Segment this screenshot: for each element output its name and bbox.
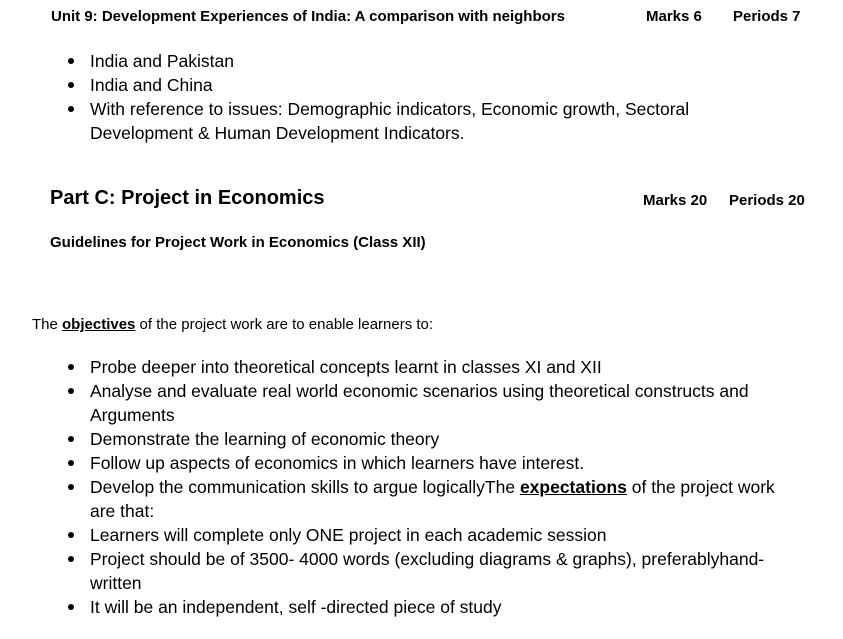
list-item-text: Project should be of 3500- 4000 words (excluding diagrams & graphs), preferablyhand- — [90, 549, 765, 569]
list-item-text: Probe deeper into theoretical concepts learnt in classes XI and XII — [90, 357, 602, 377]
intro-suffix: of the project work are to enable learners to: — [135, 316, 434, 333]
list-item-text: Demonstrate the learning of economic theory — [90, 429, 440, 449]
list-item-text-continued: written — [90, 573, 142, 593]
list-item — [68, 355, 828, 379]
list-item-text: India and China — [90, 75, 213, 95]
list-item — [68, 475, 828, 523]
expectations-keyword: expectations — [519, 477, 627, 497]
unit-9-marks: Marks 6 — [646, 8, 702, 25]
list-item — [68, 523, 828, 547]
list-item — [68, 73, 748, 97]
list-item-text-part: Develop the communication skills to argue logicallyThe — [90, 477, 520, 497]
objectives-keyword: objectives — [62, 316, 136, 333]
part-c-title: Part C: Project in Economics — [50, 187, 325, 209]
list-item-text: India and Pakistan — [90, 51, 234, 71]
list-item-text-continued: Arguments — [90, 405, 175, 425]
list-item — [68, 451, 828, 475]
list-item — [68, 97, 748, 145]
list-item-text: With reference to issues: Demographic indicators, Economic growth, Sectoral — [90, 99, 690, 119]
list-item-text — [90, 475, 828, 499]
list-item-text-continued: are that: — [90, 501, 155, 521]
intro-prefix: The — [32, 316, 63, 333]
list-item — [68, 595, 828, 619]
list-item-text-part: of the project work — [626, 477, 775, 497]
objectives-list — [68, 355, 828, 619]
part-c-periods: Periods 20 — [729, 192, 805, 209]
unit-9-title: Unit 9: Development Experiences of India: A comparison with neighbors — [51, 8, 565, 25]
list-item — [68, 379, 828, 427]
list-item-text: Analyse and evaluate real world economic scenarios using theoretical constructs and — [90, 381, 749, 401]
list-item — [68, 427, 828, 451]
list-item-text-continued: Development & Human Development Indicators. — [90, 123, 465, 143]
list-item — [68, 547, 828, 595]
list-item-text: Learners will complete only ONE project in each academic session — [90, 525, 607, 545]
unit-9-periods: Periods 7 — [733, 8, 801, 25]
unit-9-topic-list — [68, 49, 748, 145]
guidelines-heading: Guidelines for Project Work in Economics (Class XII) — [50, 234, 426, 251]
part-c-marks: Marks 20 — [643, 192, 708, 209]
list-item-text: It will be an independent, self -directed piece of study — [90, 597, 502, 617]
list-item — [68, 49, 748, 73]
list-item-text: Follow up aspects of economics in which learners have interest. — [90, 453, 585, 473]
objectives-intro — [32, 316, 433, 333]
